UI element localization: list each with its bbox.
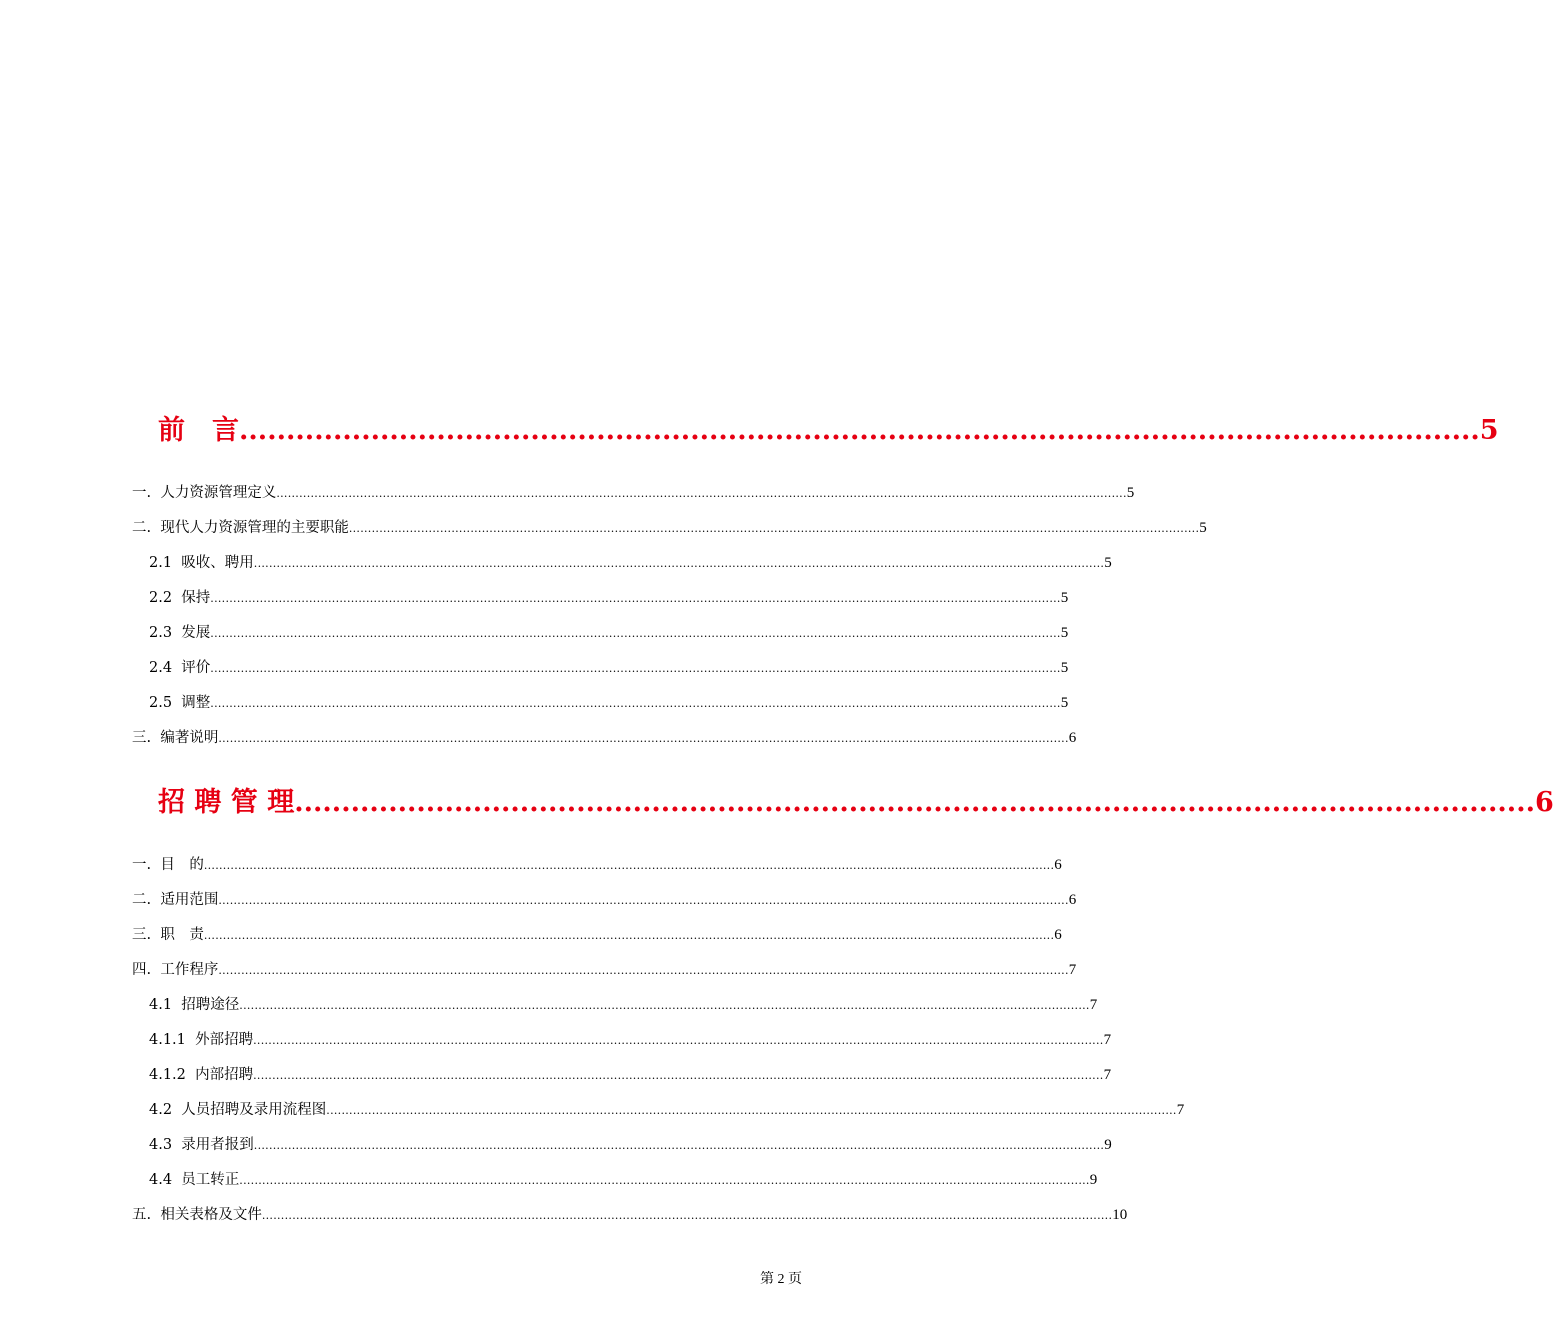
toc-entry-label: 员工转正	[181, 1172, 240, 1188]
toc-entry-number: 4.2	[149, 1102, 173, 1118]
toc-dot-leader: ................................................................................................................................................................................................................................	[210, 662, 1061, 675]
toc-dot-leader: ................................................................................................................................................................................................................................	[210, 697, 1061, 710]
toc-entry[interactable]	[132, 1093, 1185, 1128]
toc-entry-page: 7	[1068, 962, 1077, 978]
toc-entry-page: 6	[1054, 857, 1062, 873]
toc-entry[interactable]	[132, 1128, 1112, 1163]
toc-entry[interactable]	[132, 918, 1062, 953]
toc-heading-page: 6	[1535, 787, 1554, 818]
toc-entry-label: 保持	[181, 590, 211, 606]
toc-entry-number: 4.3	[149, 1137, 173, 1153]
toc-entry-label: 调整	[181, 695, 211, 711]
toc-entry-label: 现代人力资源管理的主要职能	[160, 520, 349, 536]
toc-entry-number: 三.	[132, 927, 152, 943]
toc-entry-page: 5	[1060, 695, 1069, 711]
toc-dot-leader: ................................................................................................................................................................................................................................	[253, 557, 1105, 570]
toc-entry[interactable]	[132, 686, 1069, 721]
toc-entry-label: 目 的	[160, 857, 204, 873]
toc-entry-label: 内部招聘	[195, 1067, 254, 1083]
toc-dot-leader: ................................................................................................................................................................................................................................	[253, 1069, 1104, 1082]
toc-entry-page: 7	[1176, 1102, 1185, 1118]
toc-dot-leader: ................................................................................................................................................................................................................................	[218, 964, 1069, 977]
toc-dot-leader: ....................................................................................................................................	[239, 415, 1480, 446]
toc-heading-title: 前 言	[158, 415, 239, 446]
toc-dot-leader: ................................................................................................................................................................................................................................	[239, 999, 1090, 1012]
toc-entry-number: 五.	[132, 1207, 152, 1223]
toc-dot-leader: ....................................................................................................................................	[294, 787, 1535, 818]
toc-entry-page: 5	[1060, 660, 1069, 676]
toc-entry-label: 工作程序	[160, 962, 219, 978]
toc-entry-page: 5	[1199, 520, 1207, 536]
toc-entry-number: 2.2	[149, 590, 173, 606]
toc-dot-leader: ................................................................................................................................................................................................................................	[276, 487, 1127, 500]
toc-entry-number: 4.1.1	[149, 1032, 186, 1048]
toc-entry-page: 9	[1089, 1172, 1098, 1188]
toc-entry-label: 相关表格及文件	[160, 1207, 262, 1223]
toc-entry-page: 5	[1104, 555, 1112, 571]
toc-entry-number: 二.	[132, 520, 152, 536]
toc-entry[interactable]	[132, 511, 1207, 546]
toc-entry[interactable]	[132, 848, 1062, 883]
toc-entry-number: 2.3	[149, 625, 173, 641]
toc-heading-recruitment[interactable]	[132, 780, 1554, 826]
toc-dot-leader: ................................................................................................................................................................................................................................	[203, 859, 1055, 872]
toc-dot-leader: ................................................................................................................................................................................................................................	[239, 1174, 1090, 1187]
toc-entry[interactable]	[132, 883, 1077, 918]
toc-entry-page: 7	[1089, 997, 1098, 1013]
toc-entry-label: 职 责	[160, 927, 204, 943]
toc-entry-label: 发展	[181, 625, 211, 641]
toc-entry-page: 6	[1054, 927, 1062, 943]
toc-entry-number: 2.5	[149, 695, 173, 711]
toc-entry[interactable]	[132, 1058, 1112, 1093]
toc-entry-page: 9	[1104, 1137, 1112, 1153]
toc-entry-page: 6	[1068, 892, 1077, 908]
toc-entry-number: 2.4	[149, 660, 173, 676]
toc-dot-leader: ................................................................................................................................................................................................................................	[348, 522, 1200, 535]
toc-entry[interactable]	[132, 616, 1069, 651]
toc-entry-page: 5	[1126, 485, 1135, 501]
toc-dot-leader: ................................................................................................................................................................................................................................	[218, 894, 1069, 907]
page-number-footer: 第 2 页	[760, 1272, 802, 1287]
toc-entry-label: 吸收、聘用	[181, 555, 254, 571]
toc-entry-number: 4.4	[149, 1172, 173, 1188]
toc-entry[interactable]	[132, 1198, 1128, 1233]
toc-dot-leader: ................................................................................................................................................................................................................................	[253, 1139, 1105, 1152]
toc-heading-page: 5	[1479, 415, 1499, 446]
toc-dot-leader: ................................................................................................................................................................................................................................	[326, 1104, 1177, 1117]
toc-entry-page: 10	[1112, 1207, 1128, 1223]
toc-entry-number: 二.	[132, 892, 152, 908]
toc-entry-page: 6	[1068, 730, 1077, 746]
toc-entry-number: 一.	[132, 485, 152, 501]
toc-entry-label: 招聘途径	[181, 997, 240, 1013]
toc-entry-number: 4.1	[149, 997, 173, 1013]
toc-dot-leader: ................................................................................................................................................................................................................................	[218, 732, 1069, 745]
toc-entry-label: 录用者报到	[181, 1137, 254, 1153]
toc-entry-label: 适用范围	[160, 892, 219, 908]
toc-entry-page: 5	[1060, 590, 1069, 606]
toc-entry-page: 7	[1103, 1032, 1112, 1048]
toc-dot-leader: ................................................................................................................................................................................................................................	[253, 1034, 1104, 1047]
toc-entry[interactable]	[132, 1023, 1112, 1058]
toc-entry-label: 评价	[181, 660, 211, 676]
toc-entry-page: 5	[1060, 625, 1069, 641]
toc-dot-leader: ................................................................................................................................................................................................................................	[203, 929, 1055, 942]
toc-entry[interactable]	[132, 1163, 1098, 1198]
toc-heading-title: 招 聘 管 理	[158, 787, 295, 818]
toc-entry[interactable]	[132, 651, 1069, 686]
toc-entry-label: 编著说明	[160, 730, 219, 746]
toc-entry-label: 外部招聘	[195, 1032, 254, 1048]
toc-dot-leader: ................................................................................................................................................................................................................................	[210, 592, 1061, 605]
toc-entry-number: 一.	[132, 857, 152, 873]
toc-entry-page: 7	[1103, 1067, 1112, 1083]
toc-entry[interactable]	[132, 721, 1077, 756]
toc-entry-number: 2.1	[149, 555, 173, 571]
toc-entry[interactable]	[132, 581, 1069, 616]
table-of-contents	[132, 408, 1554, 1233]
toc-dot-leader: ................................................................................................................................................................................................................................	[261, 1209, 1113, 1222]
toc-entry[interactable]	[132, 988, 1098, 1023]
toc-entry[interactable]	[132, 546, 1112, 581]
toc-entry[interactable]	[132, 953, 1077, 988]
toc-entry-number: 4.1.2	[149, 1067, 186, 1083]
toc-heading-preface[interactable]	[132, 408, 1499, 454]
toc-dot-leader: ................................................................................................................................................................................................................................	[210, 627, 1061, 640]
toc-entry-label: 人员招聘及录用流程图	[181, 1102, 327, 1118]
toc-entry-number: 三.	[132, 730, 152, 746]
toc-entry-label: 人力资源管理定义	[160, 485, 277, 501]
toc-entry-number: 四.	[132, 962, 152, 978]
toc-entry[interactable]	[132, 476, 1135, 511]
